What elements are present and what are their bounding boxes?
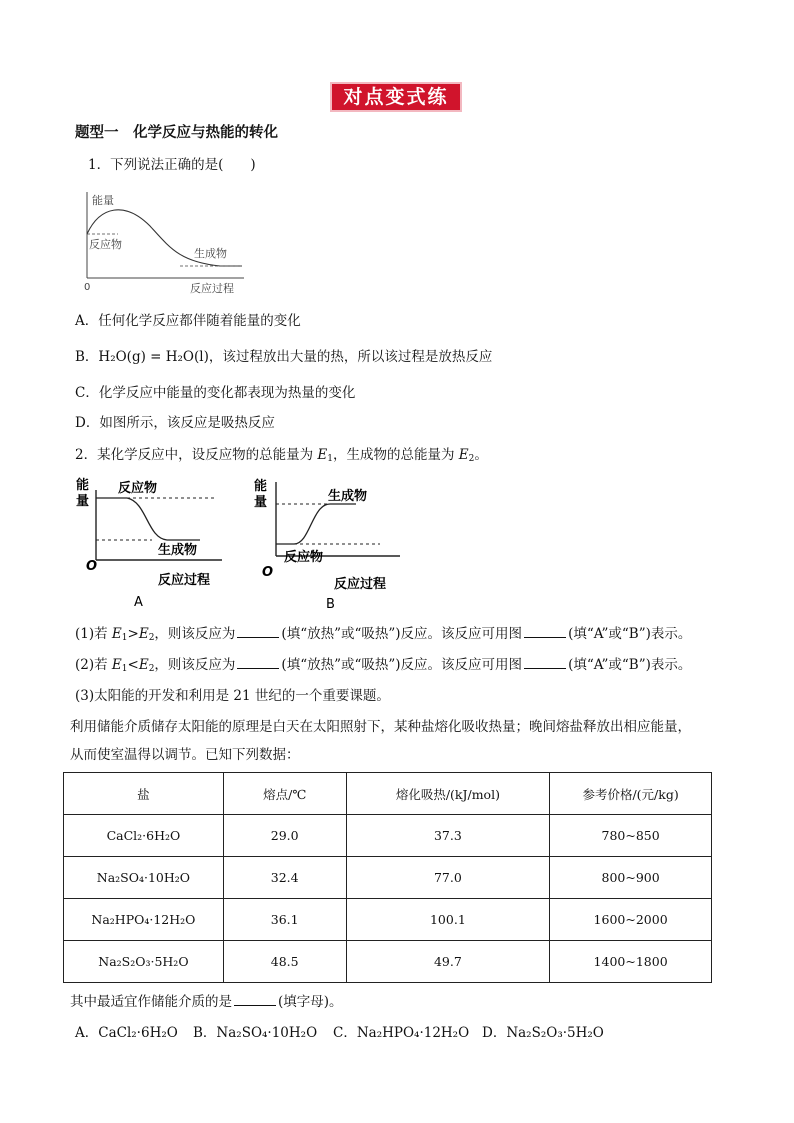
table-header-cell: 参考价格/(元/kg): [550, 773, 712, 815]
q2-part2-blank2[interactable]: [524, 655, 566, 669]
table-cell: 36.1: [223, 899, 346, 941]
q1-fig-reactant: 反应物: [89, 238, 122, 251]
q1-fig-origin: 0: [84, 282, 91, 293]
q1-option-a: A．任何化学反应都伴随着能量的变化: [75, 313, 301, 329]
q2-option-a: A．CaCl₂·6H₂O: [75, 1025, 178, 1041]
q2-figB-product: 生成物: [328, 489, 368, 504]
svg-text:O: O: [86, 559, 98, 574]
table-row: [64, 815, 712, 857]
q2-figure-a: [72, 472, 232, 612]
table-cell: Na₂SO₄·10H₂O: [64, 857, 224, 899]
table-row: [64, 941, 712, 983]
q2-part3-text-line2: 从而使室温得以调节。已知下列数据：: [70, 747, 300, 763]
table-cell: 800~900: [550, 857, 712, 899]
q2-stem: 2．某化学反应中，设反应物的总能量为 $E_1$，生成物的总能量为 $E_2$。: [75, 447, 488, 464]
q2-option-c: C．Na₂HPO₄·12H₂O: [333, 1025, 470, 1041]
q2-figB-xlabel: 反应过程: [334, 577, 387, 592]
table-cell: 100.1: [346, 899, 550, 941]
table-cell: Na₂S₂O₃·5H₂O: [64, 941, 224, 983]
svg-text:O: O: [262, 565, 274, 580]
table-row: [64, 899, 712, 941]
table-cell: Na₂HPO₄·12H₂O: [64, 899, 224, 941]
q2-final-blank[interactable]: [234, 992, 276, 1006]
q2-figB-reactant: 反应物: [284, 550, 324, 565]
table-cell: 1600~2000: [550, 899, 712, 941]
table-cell: CaCl₂·6H₂O: [64, 815, 224, 857]
salt-data-table: [63, 772, 712, 983]
q2-part3: (3)太阳能的开发和利用是 21 世纪的一个重要课题。: [75, 688, 390, 704]
table-cell: 49.7: [346, 941, 550, 983]
table-cell: 1400~1800: [550, 941, 712, 983]
q2-part2-blank1[interactable]: [237, 655, 279, 669]
q1-fig-ylabel: 能量: [92, 194, 114, 207]
q2-figure-b: [250, 472, 410, 614]
q2-final-question: 其中最适宜作储能介质的是 (填字母)。: [70, 994, 343, 1010]
q1-option-b-equation: H₂O(g) = H₂O(l): [98, 349, 209, 365]
q2-option-b: B．Na₂SO₄·10H₂O: [193, 1025, 318, 1041]
svg-text:量: 量: [254, 495, 268, 510]
q2-part1-blank2[interactable]: [524, 624, 566, 638]
q1-option-c: C．化学反应中能量的变化都表现为热量的变化: [75, 385, 356, 401]
q2-figA-caption: A: [134, 595, 143, 610]
q2-option-d: D．Na₂S₂O₃·5H₂O: [482, 1025, 604, 1041]
q2-part2: (2)若 $E_1<E_2$，则该反应为 (填“放热”或“吸热”)反应。该反应可用图 (填“A”或“B”)表示。: [75, 657, 692, 674]
table-cell: 37.3: [346, 815, 550, 857]
q2-figB-caption: B: [326, 597, 335, 612]
section-banner: 对点变式练: [330, 82, 462, 112]
table-cell: 780~850: [550, 815, 712, 857]
table-header-cell: 盐: [64, 773, 224, 815]
svg-text:量: 量: [76, 494, 90, 509]
table-cell: 29.0: [223, 815, 346, 857]
table-header-cell: 熔点/℃: [223, 773, 346, 815]
table-header-row: [64, 773, 712, 815]
table-cell: 32.4: [223, 857, 346, 899]
q2-part1-blank1[interactable]: [237, 624, 279, 638]
q2-part1: (1)若 $E_1>E_2$，则该反应为 (填“放热”或“吸热”)反应。该反应可用图 (填“A”或“B”)表示。: [75, 626, 692, 643]
q1-fig-product: 生成物: [194, 247, 227, 260]
table-cell: 77.0: [346, 857, 550, 899]
q2-figA-reactant: 反应物: [118, 481, 158, 496]
table-row: [64, 857, 712, 899]
table-cell: 48.5: [223, 941, 346, 983]
q2-part3-text-line1: 利用储能介质储存太阳能的原理是白天在太阳照射下，某种盐熔化吸收热量；晚间熔盐释放出相应能量，: [70, 719, 691, 735]
q1-stem: 1．下列说法正确的是( ): [88, 157, 256, 173]
q2-figA-product: 生成物: [158, 543, 198, 558]
q1-fig-xlabel: 反应过程: [190, 282, 234, 295]
svg-text:能: 能: [254, 479, 268, 494]
q1-option-b: B．H₂O(g) = H₂O(l)，该过程放出大量的热，所以该过程是放热反应: [75, 349, 493, 365]
section-title: 题型一 化学反应与热能的转化: [75, 125, 278, 141]
q2-figA-xlabel: 反应过程: [158, 573, 211, 588]
svg-text:能: 能: [76, 478, 90, 493]
q1-energy-diagram: [70, 186, 250, 296]
table-header-cell: 熔化吸热/(kJ/mol): [346, 773, 550, 815]
q1-option-d: D．如图所示，该反应是吸热反应: [75, 415, 275, 431]
